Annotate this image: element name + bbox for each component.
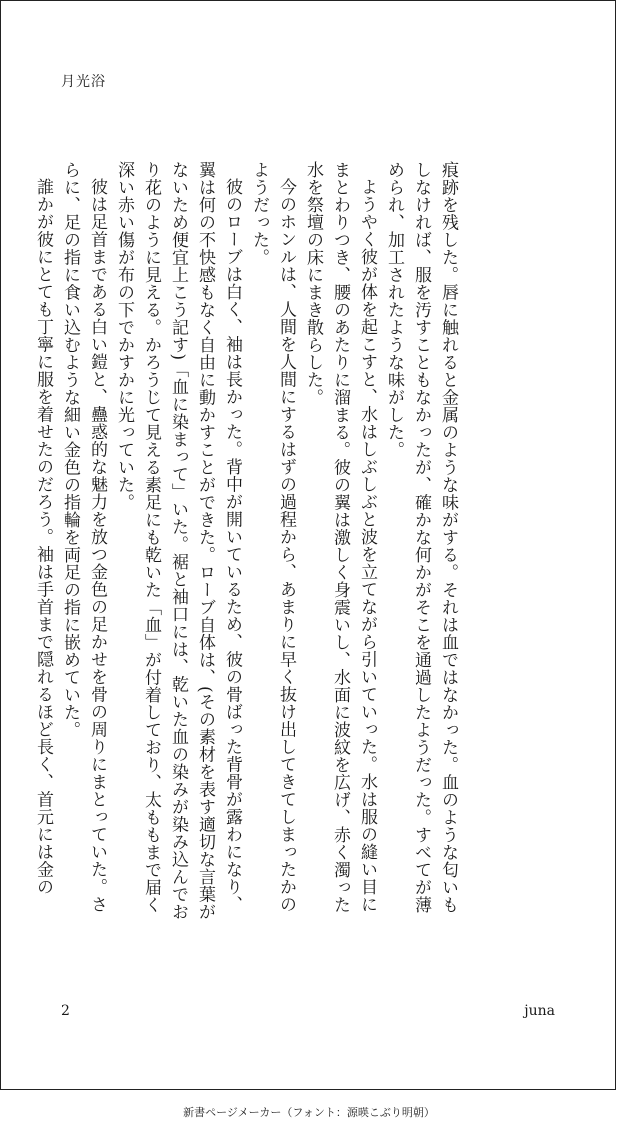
paragraph: 彼のローブは白く、袖は長かった。背中が開いているため、彼の骨ばった背骨が露わになり、翼は何の不快感もなく自由に動かすことができた。ローブ自体は、(その素材を表す適切な言葉がないため便宜上こう記す)「血に染まって」いた。裾と袖口には、乾いた血の染みが染み込んでおり花のように見える。かろうじて見える素足にも乾いた「血」が付着しており、太ももまで届く深い赤い傷が布の下でかすかに光っていた。 xyxy=(114,161,242,921)
paragraph: 今のホンルは、人間を人間にするはずの過程から、あまりに早く抜け出してきてしまったかのようだった。 xyxy=(249,161,296,913)
paragraph: 痕跡を残した。唇に触れると金属のような味がする。それは血ではなかった。血のような匂いもしなければ、服を汚すこともなかったが、確かな何かがそこを通過したようだった。すべてが薄められ、加工されたような味がした。 xyxy=(384,161,458,914)
paragraph: 誰かが彼にとても丁寧に服を着せたのだろう。袖は手首まで隠れるほど長く、首元には金の xyxy=(33,178,53,896)
vertical-text-body xyxy=(33,161,461,921)
page-number: 2 xyxy=(61,1003,70,1019)
running-title: 月光浴 xyxy=(61,74,106,90)
paragraph: 彼は足首まである白い鎧と、蠱惑的な魅力を放つ金色の足かせを骨の周りにまとっていた。さらに、足の指に食い込むような細い金色の指輪を両足の指に嵌めていた。 xyxy=(60,161,107,913)
generator-credit: 新書ページメーカー（フォント：源暎こぶり明朝） xyxy=(183,1106,435,1119)
author-name: juna xyxy=(524,1003,555,1019)
paragraph: ようやく彼が体を起こすと、水はしぶしぶと波を立てながら引いていった。水は服の縫い目にまとわりつき、腰のあたりに溜まる。彼の翼は激しく身震いし、水面に波紋を広げ、赤く濁った水を祭壇の床にまき散らした。 xyxy=(303,161,377,914)
